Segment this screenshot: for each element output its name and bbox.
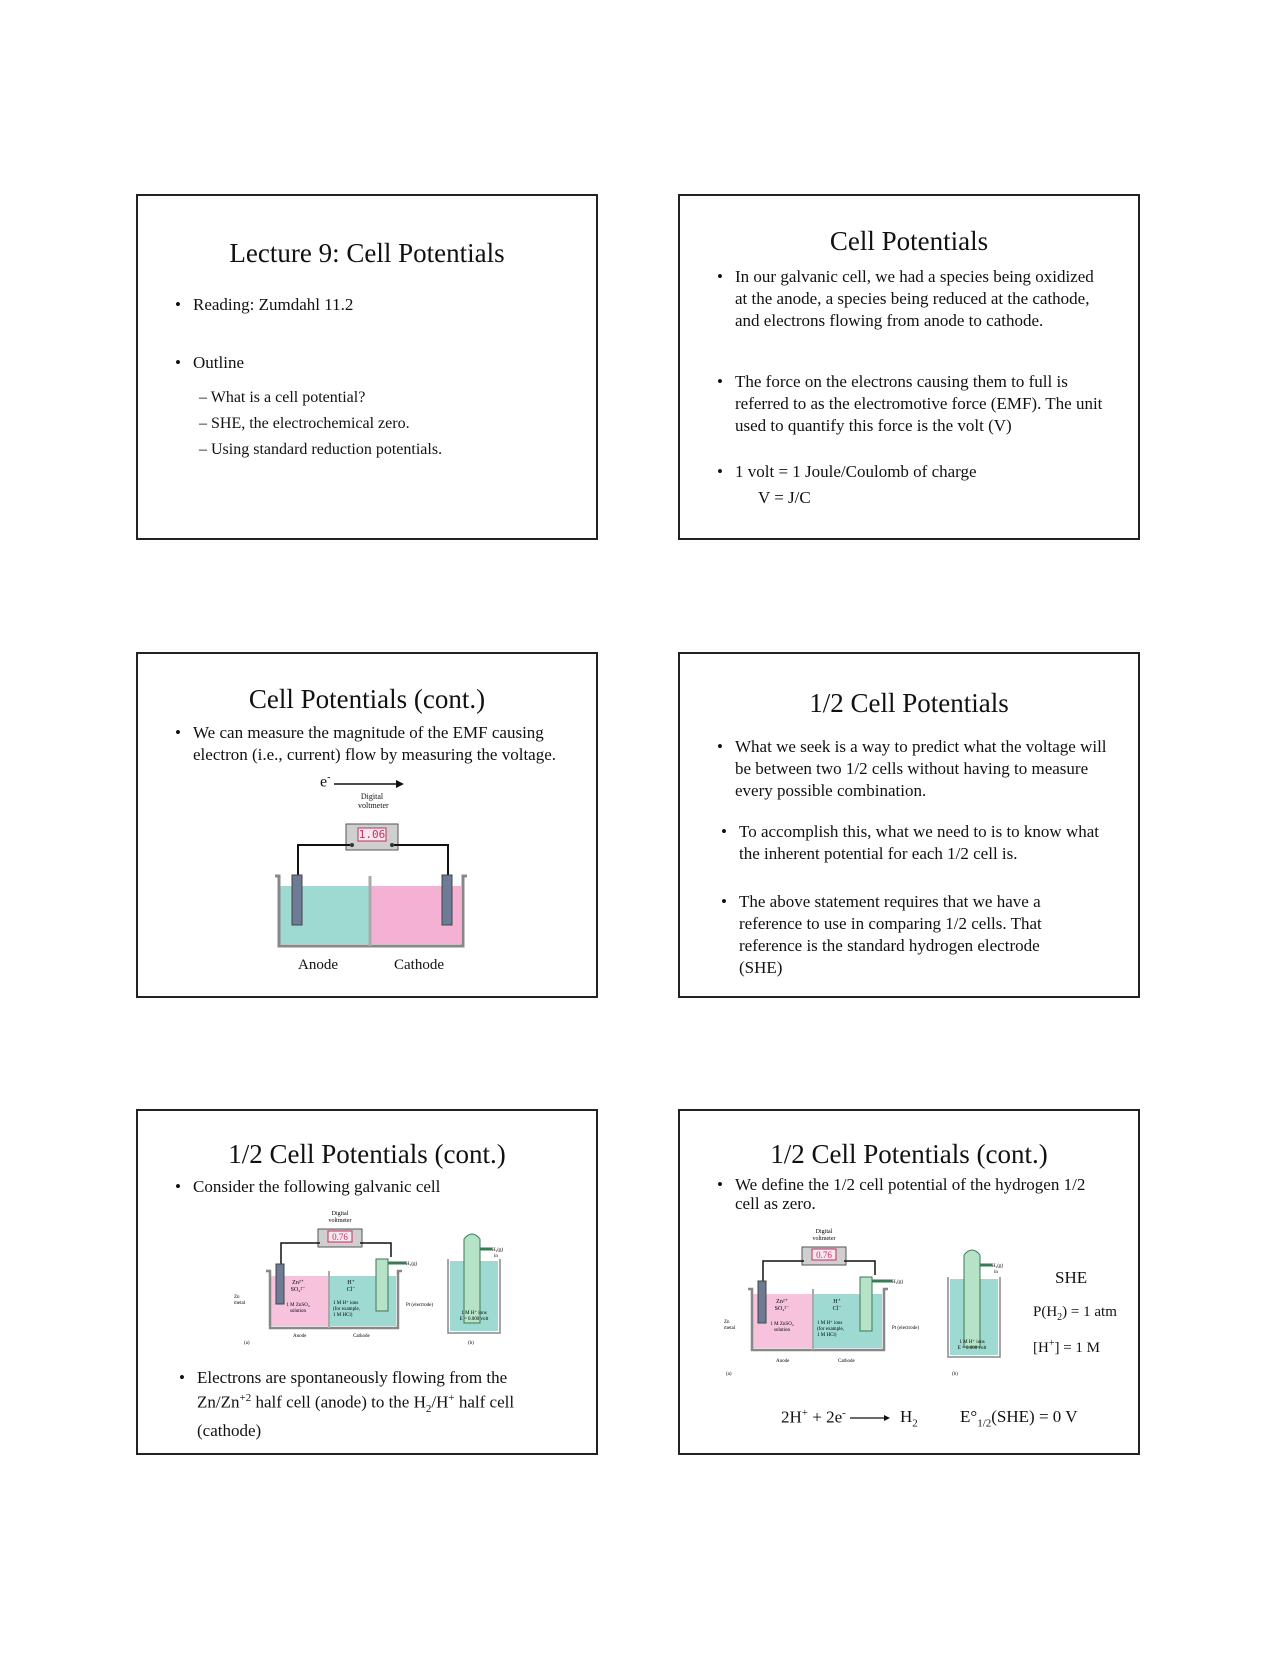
bullet-text: 1 volt = 1 Joule/Coulomb of charge [735,462,977,481]
slide-half-cell-she [678,1109,1140,1455]
bullet-galvanic [717,266,1110,332]
slide-title: 1/2 Cell Potentials (cont.) [228,1139,506,1169]
she-electrode [464,1234,480,1323]
svg-text:H⁺: H⁺ [833,1299,841,1305]
terminal-right [390,843,394,847]
svg-text:SO₄²⁻: SO₄²⁻ [290,1287,306,1293]
cathode-electrode [442,875,452,925]
svg-text:Anode: Anode [293,1334,307,1339]
svg-text:Pt (electrode): Pt (electrode) [406,1303,434,1308]
slide-cell-potentials [678,194,1140,540]
svg-text:1 M ZnSO₄: 1 M ZnSO₄ [286,1303,310,1308]
wire-right [394,845,448,877]
bullet-text: We define the 1/2 cell potential of the hydrogen 1/2 cell as zero. [735,1175,1086,1213]
she-potential: $E^\circ_{1/2}(SHE) = 0$ V [960,1407,1078,1430]
bullet-text: What we seek is a way to predict what the voltage will be between two 1/2 cells without having to measure every possible combination. [735,737,1107,800]
bullet-reference [721,891,1079,979]
bullet-dot: • [717,462,723,481]
svg-text:1 M H⁺ ions: 1 M H⁺ ions [817,1321,843,1326]
voltmeter-reading: 1.06 [358,828,386,841]
zn-electrode [758,1281,766,1323]
she-label: SHE [1055,1268,1088,1287]
bullet-text: Outline [193,353,244,372]
bullet-dot: • [179,1368,185,1387]
bullet-electrons: • Electrons are spontaneously flowing from the $Zn/Zn^{+2}$ half cell (anode) to the $H_2/H^+$ half cell (cathode) [179,1368,515,1441]
svg-text:voltmeter: voltmeter [328,1218,352,1224]
svg-text:1 M HCl): 1 M HCl) [817,1333,837,1338]
bullet-text: The force on the electrons causing them to full is referred to as the electromotive force (EMF). The unit used to quantify this force is the volt (V) [735,372,1103,435]
voltmeter-caption: Digital voltmeter [358,792,389,810]
bullet-dot: • [175,353,181,372]
bullet-text: Reading: Zumdahl 11.2 [193,295,354,314]
svg-text:in: in [494,1254,498,1259]
bullet-emf [717,371,1110,437]
svg-text:metal: metal [724,1326,736,1331]
bullet-dot: • [175,295,181,314]
svg-text:(b): (b) [468,1341,474,1346]
bullet-accomplish [721,821,1104,865]
cathode-label: Cathode [394,957,444,973]
svg-text:H₂(g): H₂(g) [492,1248,504,1253]
reaction-reactants: 2H+ + 2e- [781,1407,846,1427]
wire-left [281,1243,320,1266]
electron-arrowhead [396,780,404,788]
slide-title: Cell Potentials (cont.) [248,684,486,714]
svg-text:Pt (electrode): Pt (electrode) [892,1326,920,1331]
svg-text:in: in [994,1270,998,1275]
bullet-text: To accomplish this, what we need to is to know what the inherent potential for each 1/2 cell is. [739,822,1099,863]
bullet-dot: • [721,892,727,911]
svg-text:H₂(g): H₂(g) [892,1280,904,1285]
bullet-dot: • [175,723,181,742]
concentration-condition: [H+] = 1 M [1033,1338,1101,1356]
slide-title: Lecture 9: Cell Potentials [229,238,505,268]
slide-title: 1/2 Cell Potentials [809,688,1009,718]
svg-text:solution: solution [773,1328,791,1333]
outline-item: – SHE, the electrochemical zero. [199,415,410,432]
outline-item: – Using standard reduction potentials. [199,441,443,458]
svg-text:(a): (a) [726,1372,732,1377]
bullet-dot: • [717,1175,723,1194]
svg-text:SO₄²⁻: SO₄²⁻ [774,1306,790,1312]
meter-reading: 0.76 [816,1250,832,1260]
slide-cell-potentials-cont [136,652,598,998]
svg-text:H⁺: H⁺ [347,1280,355,1286]
svg-text:Cl⁻: Cl⁻ [832,1306,842,1312]
bullet-predict [717,736,1110,802]
svg-text:voltmeter: voltmeter [812,1236,836,1242]
bullet-dot: • [717,737,723,756]
slide-title: 1/2 Cell Potentials (cont.) [770,1139,1048,1169]
svg-text:solution: solution [289,1309,307,1314]
formula-volt: V = J/C [758,488,811,507]
svg-text:Zn²⁺: Zn²⁺ [292,1280,304,1286]
anode-label: Anode [298,957,338,973]
svg-text:1 M H⁺ ions: 1 M H⁺ ions [333,1301,359,1306]
bullet-dot: • [717,372,723,391]
bullet-text: The above statement requires that we have a reference to use in comparing 1/2 cells. That reference is the standard hydrogen electrode (SHE) [739,892,1042,977]
svg-text:E = 0.000 volt: E = 0.000 volt [957,1346,987,1351]
svg-text:1 M H⁺ ions: 1 M H⁺ ions [959,1340,985,1345]
pressure-condition: $P(H_2) = 1$ atm [1033,1304,1117,1323]
electron-label: e- [320,772,331,791]
svg-text:Digital: Digital [815,1229,833,1235]
svg-text:Cathode: Cathode [838,1359,855,1364]
svg-text:1 M H⁺ ions: 1 M H⁺ ions [461,1311,487,1316]
svg-text:Anode: Anode [776,1359,790,1364]
wire-right [360,1243,391,1257]
zn-electrode [276,1264,284,1304]
bullet-outline [175,352,573,374]
bullet-text: We can measure the magnitude of the EMF causing electron (i.e., current) flow by measuring the voltage. [193,723,557,764]
bullet-text: In our galvanic cell, we had a species being oxidized at the anode, a species being reduced at the cathode, and electrons flowing from anode to cathode. [735,267,1094,330]
reaction-product: $H_2$ [900,1407,918,1430]
svg-text:(b): (b) [952,1372,958,1377]
svg-text:(for example,: (for example, [817,1327,844,1332]
svg-text:Zn: Zn [234,1295,240,1300]
wire-left [298,845,350,877]
svg-text:Zn²⁺: Zn²⁺ [776,1299,788,1305]
svg-text:E = 0.000 volt: E = 0.000 volt [459,1317,489,1322]
svg-text:metal: metal [234,1301,246,1306]
anode-electrode [292,875,302,925]
bullet-reading [175,294,573,316]
outline-item: – What is a cell potential? [199,389,366,406]
slide-title: Cell Potentials [829,226,989,256]
svg-text:1 M HCl): 1 M HCl) [333,1313,353,1318]
bullet-text: Consider the following galvanic cell [193,1177,441,1196]
cell-diagram [138,654,598,998]
svg-text:H₂(g): H₂(g) [992,1264,1004,1269]
svg-text:(for example,: (for example, [333,1307,360,1312]
she-electrode [964,1250,980,1347]
bullet-dot: • [721,822,727,841]
svg-text:Cathode: Cathode [353,1334,370,1339]
bullet-volt [717,461,1110,483]
wire-right [844,1261,875,1275]
slide-half-cell-potentials [678,652,1140,998]
slide-half-cell-galvanic [136,1109,598,1455]
bullet-dot: • [717,267,723,286]
h2-electrode-tube [376,1259,388,1311]
svg-text:Cl⁻: Cl⁻ [346,1287,356,1293]
svg-text:Zn: Zn [724,1320,730,1325]
svg-text:1 M ZnSO₄: 1 M ZnSO₄ [770,1322,794,1327]
slide-lecture-title [136,194,598,540]
reaction-arrowhead [884,1415,890,1421]
svg-text:(a): (a) [244,1341,250,1346]
bullet-dot: • [175,1177,181,1196]
wire-left [763,1261,804,1283]
h2-electrode-tube [860,1277,872,1331]
terminal-left [350,843,354,847]
meter-reading: 0.76 [332,1232,348,1242]
svg-text:Digital: Digital [331,1211,349,1217]
svg-text:H₂(g): H₂(g) [406,1262,418,1267]
